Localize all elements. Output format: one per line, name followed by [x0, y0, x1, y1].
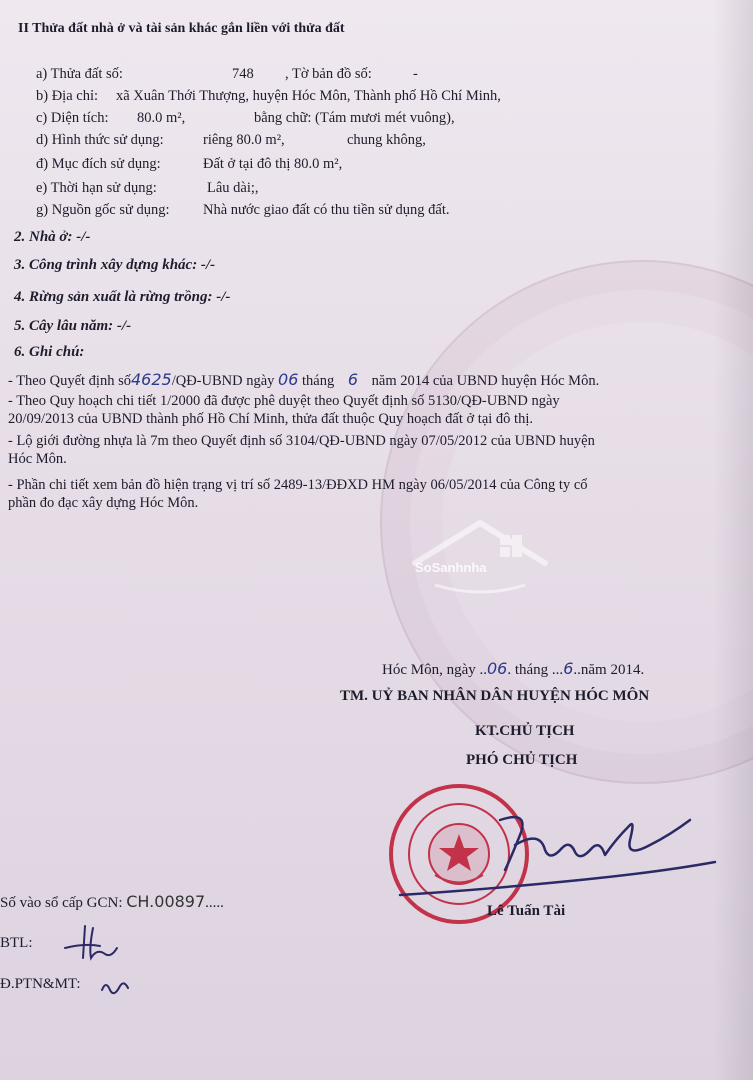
btl-initials-signature — [55, 918, 135, 963]
origin-value: Nhà nước giao đất có thu tiền sử dụng đất. — [203, 202, 450, 218]
area-label: c) Diện tích: — [36, 110, 109, 126]
note-2-line-1: - Theo Quy hoạch chi tiết 1/2000 đã được phê duyệt theo Quyết định số 5130/QĐ-UBND ngày — [8, 393, 560, 409]
note-3-line-1: - Lộ giới đường nhựa là 7m theo Quyết định số 3104/QĐ-UBND ngày 07/05/2012 của UBND huyện — [8, 433, 595, 449]
usage-term-value: Lâu dài;, — [207, 180, 259, 196]
vice-chairman-title: PHÓ CHỦ TỊCH — [466, 752, 578, 768]
area-in-words: bằng chữ: (Tám mươi mét vuông), — [254, 110, 455, 126]
place-date-text-a: Hóc Môn, ngày .. — [382, 662, 487, 678]
gcn-label: Số vào sổ cấp GCN: — [0, 895, 123, 911]
section-notes-heading: 6. Ghi chú: — [14, 344, 85, 360]
note-1 — [8, 371, 599, 390]
handwritten-sign-month: 6 — [563, 659, 574, 678]
handwritten-day: 06 — [278, 370, 299, 389]
ptn-mt-label: Đ.PTN&MT: — [0, 976, 81, 992]
address-value: xã Xuân Thới Thượng, huyện Hóc Môn, Thành phố Hồ Chí Minh, — [116, 88, 501, 104]
usage-purpose-label: đ) Mục đích sử dụng: — [36, 156, 161, 172]
section-title: II Thửa đất nhà ở và tài sản khác gắn liền với thửa đất — [18, 21, 345, 36]
signer-name: Lê Tuấn Tài — [487, 903, 566, 919]
gcn-value: CH.00897 — [126, 892, 206, 911]
btl-label: BTL: — [0, 935, 33, 951]
land-parcel-label: a) Thửa đất số: — [36, 66, 123, 82]
note-2-line-2: 20/09/2013 của UBND thành phố Hồ Chí Minh, thửa đất thuộc Quy hoạch đất ở tại đô thị. — [8, 411, 533, 427]
page-edge-shadow — [713, 0, 753, 1080]
handwritten-signature — [330, 800, 730, 910]
note-4-line-1: - Phần chi tiết xem bản đồ hiện trạng vị trí số 2489-13/ĐĐXD HM ngày 06/05/2014 của Công ty cổ — [8, 477, 588, 493]
place-date — [382, 660, 644, 679]
note-1-text-d: năm 2014 của UBND huyện Hóc Môn. — [371, 373, 600, 389]
handwritten-decision-number: 4625 — [130, 370, 172, 389]
map-sheet-value: - — [413, 66, 418, 82]
note-4-line-2: phần đo đạc xây dựng Hóc Môn. — [8, 495, 199, 511]
map-sheet-label: , Tờ bản đồ số: — [285, 66, 372, 82]
issuing-organization: TM. UỶ BAN NHÂN DÂN HUYỆN HÓC MÔN — [340, 688, 650, 704]
land-parcel-value: 748 — [232, 66, 254, 82]
gcn-register-number — [0, 893, 224, 912]
kt-chairman: KT.CHỦ TỊCH — [475, 723, 575, 739]
usage-term-label: e) Thời hạn sử dụng: — [36, 180, 157, 196]
place-date-text-c: ..năm 2014. — [573, 662, 645, 678]
origin-label: g) Nguồn gốc sử dụng: — [36, 202, 170, 218]
note-1-text-c: tháng — [302, 373, 335, 389]
note-1-text-a: - Theo Quyết định số — [8, 373, 131, 389]
note-1-text-b: /QĐ-UBND ngày — [171, 373, 275, 389]
handwritten-sign-day: 06 — [487, 659, 508, 678]
place-date-text-b: . tháng ... — [507, 662, 564, 678]
note-3-line-2: Hóc Môn. — [8, 451, 67, 467]
usage-private: riêng 80.0 m², — [203, 132, 285, 148]
section-perennial-trees: 5. Cây lâu năm: -/- — [14, 318, 132, 334]
usage-purpose-value: Đất ở tại đô thị 80.0 m², — [203, 156, 343, 172]
handwritten-month: 6 — [347, 370, 359, 389]
ptn-mt-initials-signature — [98, 972, 138, 1002]
watermark-text: SoSanhnha — [415, 560, 487, 575]
address-label: b) Địa chỉ: — [36, 88, 99, 104]
usage-shared: chung không, — [347, 132, 426, 148]
section-house: 2. Nhà ở: -/- — [14, 229, 91, 245]
section-forest: 4. Rừng sản xuất là rừng trồng: -/- — [14, 289, 231, 305]
gcn-dots: ..... — [205, 895, 224, 911]
section-other-construction: 3. Công trình xây dựng khác: -/- — [14, 257, 216, 273]
usage-form-label: d) Hình thức sử dụng: — [36, 132, 164, 148]
area-value: 80.0 m², — [137, 110, 186, 126]
